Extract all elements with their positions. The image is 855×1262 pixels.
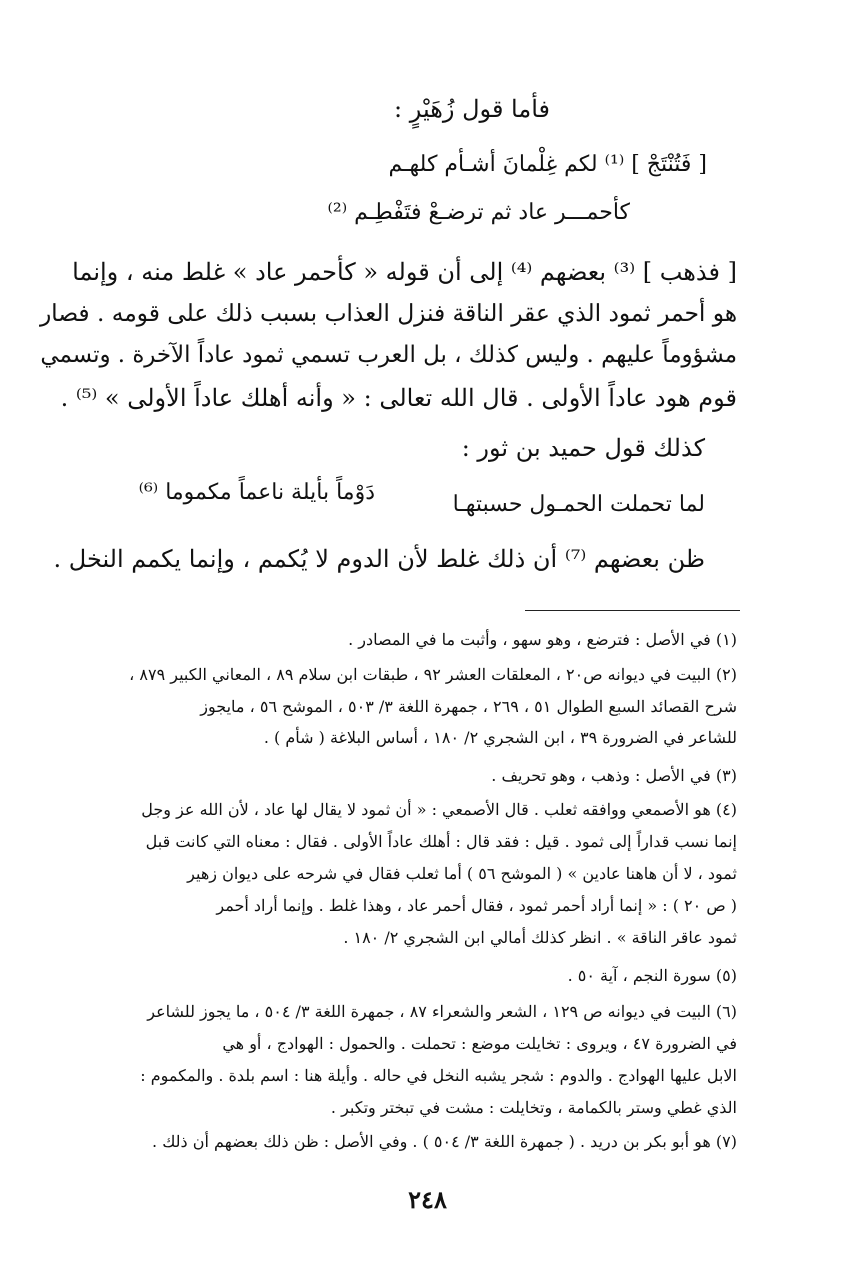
verse1-second-hemistich: كأحمـــر عاد ثم ترضـعْ فتَفْطِـم ⁽²⁾ <box>327 200 630 225</box>
footnote-6-line: الذي غطي وستر بالكمامة ، وتخايلت : مشت في تبختر وتكبر . <box>330 1098 737 1117</box>
paragraph-line: مشؤوماً عليهم . وليس كذلك ، بل العرب تسمي ثمود عاداً الآخرة . وتسمي <box>40 342 737 368</box>
paragraph-line: هو أحمر ثمود الذي عقر الناقة فنزل العذاب بسبب ذلك على قومه . فصار <box>39 300 737 327</box>
footnote-1: (١) في الأصل : فترضع ، وهو سهو ، وأثبت ما في المصادر . <box>348 630 737 649</box>
paragraph-line: قوم هود عاداً الأولى . قال الله تعالى : « وأنه أهلك عاداً الأولى » ⁽⁵⁾ . <box>60 384 737 412</box>
intro-line: فأما قول زُهَيْرٍ : <box>394 95 550 123</box>
paragraph-line: [ فذهب ] ⁽³⁾ بعضهم ⁽⁴⁾ إلى أن قوله « كأحمر عاد » غلط منه ، وإنما <box>72 258 737 286</box>
footnote-4-line: إنما نسب قداراً إلى ثمود . قيل : فقد قال : أهلك عاداً الأولى . فقال : معناه التي كانت قبل <box>145 832 737 851</box>
footnote-5: (٥) سورة النجم ، آية ٥٠ . <box>567 966 737 985</box>
intro-line: كذلك قول حميد بن ثور : <box>461 434 705 462</box>
footnote-4-line: ( ص ٢٠ ) : « إنما أراد أحمر ثمود ، فقال أحمر عاد ، وهذا غلط . وإنما أراد أحمر <box>216 896 737 915</box>
footnote-2-line: للشاعر في الضرورة ٣٩ ، ابن الشجري ٢/ ١٨٠ ، أساس البلاغة ( شأم ) . <box>263 728 737 747</box>
footnote-4-line: ثمود ، لا أن هاهنا عادين » ( الموشح ٥٦ ) أما ثعلب فقال في شرحه على ديوان زهير <box>187 864 737 883</box>
footnote-separator <box>525 610 740 611</box>
footnote-4-line: (٤) هو الأصمعي ووافقه ثعلب . قال الأصمعي : « أن ثمود لا يقال لها عاد ، لأن الله عز وجل <box>141 800 737 819</box>
verse1-first-hemistich: [ فَتُنْتَجْ ] ⁽¹⁾ لكم غِلْمانَ أشـأم كلهـم <box>388 152 707 177</box>
page-number: ٢٤٨ <box>408 1185 447 1214</box>
verse2-first-hemistich: لما تحملت الحمـول حسبتهـا <box>452 492 705 517</box>
paragraph-line: ظن بعضهم ⁽⁷⁾ أن ذلك غلط لأن الدوم لا يُكمم ، وإنما يكمم النخل . <box>53 545 705 573</box>
footnote-6-line: الابل عليها الهوادج . والدوم : شجر يشبه النخل في حاله . وأيلة هنا : اسم بلدة . والمكموم : <box>140 1066 737 1085</box>
footnote-4-line: ثمود عاقر الناقة » . انظر كذلك أمالي ابن الشجري ٢/ ١٨٠ . <box>343 928 737 947</box>
footnote-2-line: (٢) البيت في ديوانه ص٢٠ ، المعلقات العشر ٩٢ ، طبقات ابن سلام ٨٩ ، المعاني الكبير ٨٧٩ ، <box>129 665 737 684</box>
footnote-3: (٣) في الأصل : وذهب ، وهو تحريف . <box>491 766 737 785</box>
footnote-7: (٧) هو أبو بكر بن دريد . ( جمهرة اللغة ٣/ ٥٠٤ ) . وفي الأصل : ظن ذلك بعضهم أن ذلك . <box>152 1132 737 1151</box>
footnote-2-line: شرح القصائد السبع الطوال ٥١ ، ٢٦٩ ، جمهرة اللغة ٣/ ٥٠٣ ، الموشح ٥٦ ، مايجوز <box>200 697 737 716</box>
verse2-second-hemistich: دَوْماً بأيلة ناعماً مكموما ⁽⁶⁾ <box>138 480 375 505</box>
footnote-6-line: في الضرورة ٤٧ ، ويروى : تخايلت موضع : تحملت . والحمول : الهوادج ، أو هي <box>222 1034 737 1053</box>
footnote-6-line: (٦) البيت في ديوانه ص ١٢٩ ، الشعر والشعراء ٨٧ ، جمهرة اللغة ٣/ ٥٠٤ ، ما يجوز للشاعر <box>147 1002 737 1021</box>
